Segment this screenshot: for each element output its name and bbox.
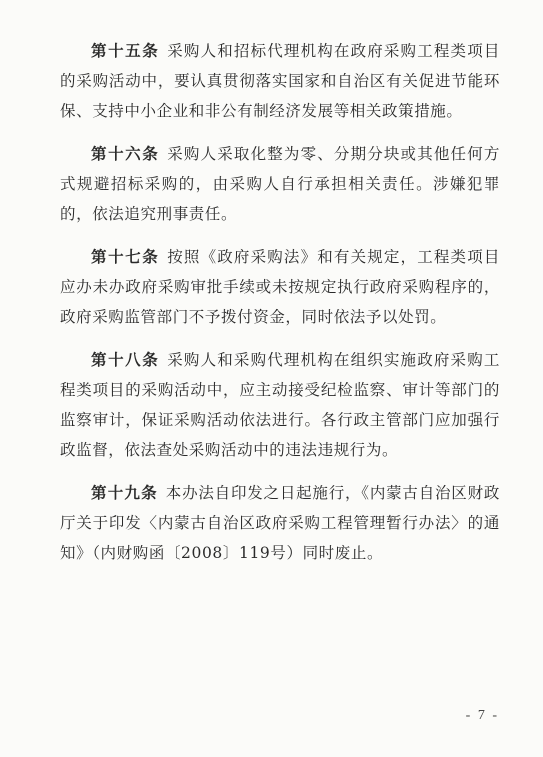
- article-body: 采购人和招标代理机构在政府采购工程类项目的采购活动中，要认真贯彻落实国家和自治区有关促进节能环保、支持中小企业和非公有制经济发展等相关政策措施。: [60, 42, 500, 120]
- article-16: [60, 139, 500, 229]
- article-17: [60, 242, 500, 332]
- article-15: [60, 36, 500, 126]
- article-title: 第十九条: [91, 484, 158, 502]
- page-number: - 7 -: [465, 708, 499, 723]
- article-title: 第十五条: [91, 42, 160, 60]
- article-title: 第十七条: [91, 248, 160, 266]
- article-body: 采购人采取化整为零、分期分块或其他任何方式规避招标采购的，由采购人自行承担相关责任。涉嫌犯罪的，依法追究刑事责任。: [60, 145, 500, 223]
- article-body: 按照《政府采购法》和有关规定，工程类项目应办未办政府采购审批手续或未按规定执行政府采购程序的，政府采购监管部门不予拨付资金，同时依法予以处罚。: [60, 248, 500, 326]
- article-19: [60, 478, 500, 568]
- article-body: 本办法自印发之日起施行，《内蒙古自治区财政厅关于印发〈内蒙古自治区政府采购工程管理暂行办法〉的通知》（内财购函〔2008〕119号）同时废止。: [60, 484, 500, 562]
- article-title: 第十六条: [91, 145, 160, 163]
- article-title: 第十八条: [91, 351, 160, 369]
- article-body: 采购人和采购代理机构在组织实施政府采购工程类项目的采购活动中，应主动接受纪检监察、审计等部门的监察审计，保证采购活动依法进行。各行政主管部门应加强行政监督，依法查处采购活动中的违法违规行为。: [60, 351, 500, 459]
- document-page: [60, 36, 500, 581]
- article-18: [60, 345, 500, 465]
